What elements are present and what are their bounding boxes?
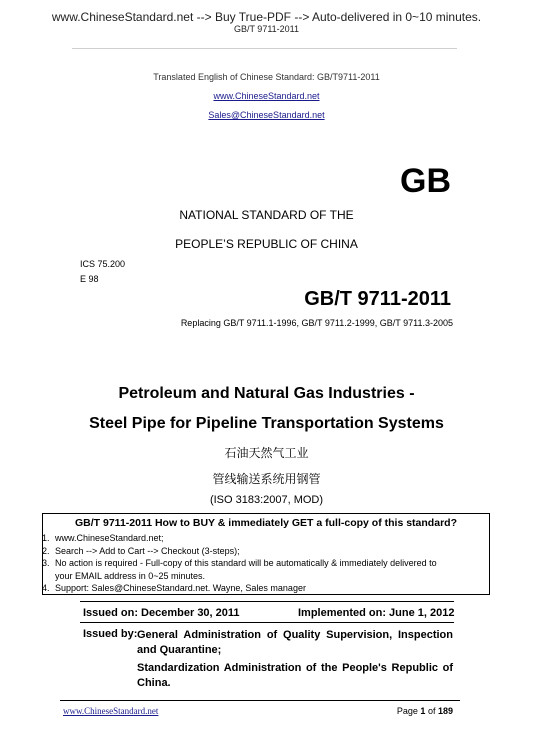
page-current: 1 (420, 706, 426, 716)
page-label: Page (396, 706, 418, 716)
standard-number: GB/T 9711-2011 (304, 288, 451, 310)
gb-logo-mark: GB (400, 162, 451, 200)
chinese-title-line2: 管线输送系统用钢管 (212, 472, 321, 486)
page-of: of (427, 706, 436, 716)
buy-step-text: your EMAIL address in 0~25 minutes. (55, 570, 205, 581)
issuance-divider-top (80, 601, 454, 602)
translation-note: Translated English of Chinese Standard: GB/T9711-2011 (153, 72, 380, 82)
buy-step-number: 1. (42, 533, 50, 543)
issuance-divider-bottom (80, 622, 454, 623)
buy-step (43, 545, 437, 558)
buy-step-text: No action is required - Full-copy of this standard will be automatically & immediately delivered to (55, 558, 437, 568)
issued-by-label: Issued by: (83, 628, 138, 640)
national-standard-line2: PEOPLE’S REPUBLIC OF CHINA (175, 237, 358, 251)
issued-on-date: Issued on: December 30, 2011 (83, 607, 240, 619)
replacing-note: Replacing GB/T 9711.1-1996, GB/T 9711.2-1999, GB/T 9711.3-2005 (180, 318, 453, 328)
document-title-line2: Steel Pipe for Pipeline Transportation Systems (89, 415, 444, 432)
buy-step-text: Support: Sales@ChineseStandard.net. Wayne, Sales manager (55, 583, 306, 593)
issuer-aqsiq: General Administration of Quality Supervision, Inspection and Quarantine; (137, 629, 453, 656)
website-link[interactable]: www.ChineseStandard.net (213, 91, 320, 101)
top-banner[interactable]: www.ChineseStandard.net --> Buy True-PDF --> Auto-delivered in 0~10 minutes. (51, 10, 482, 24)
footer-divider (60, 700, 460, 701)
footer-website-link[interactable]: www.ChineseStandard.net (63, 706, 159, 716)
e-classification: E 98 (80, 274, 99, 284)
iso-reference: (ISO 3183:2007, MOD) (209, 494, 324, 506)
buy-step (43, 582, 437, 595)
buy-step-number: 2. (42, 545, 50, 556)
buy-step (43, 570, 437, 583)
page-total: 189 (437, 706, 453, 716)
issuer-sac: Standardization Administration of the People's Republic of China. (137, 662, 453, 689)
buy-step-number: 3. (42, 558, 50, 568)
buy-step-text[interactable]: www.ChineseStandard.net; (55, 533, 164, 543)
national-standard-line1: NATIONAL STANDARD OF THE (179, 208, 354, 222)
buy-box-heading: GB/T 9711-2011 How to BUY & immediately GET a full-copy of this standard? (75, 517, 457, 529)
buy-step (43, 557, 437, 570)
buy-step-text: Search --> Add to Cart --> Checkout (3-steps); (55, 545, 240, 556)
buy-steps-list (43, 532, 437, 595)
header-divider (72, 48, 457, 49)
header-standard-number: GB/T 9711-2011 (233, 24, 300, 34)
email-link[interactable]: Sales@ChineseStandard.net (208, 110, 325, 120)
chinese-title-line1: 石油天然气工业 (224, 446, 309, 460)
document-title-line1: Petroleum and Natural Gas Industries - (118, 385, 415, 402)
buy-instructions-box (42, 513, 490, 595)
buy-step-number: 4. (42, 583, 50, 593)
ics-code: ICS 75.200 (80, 259, 126, 269)
implemented-on-date: Implemented on: June 1, 2012 (298, 607, 455, 619)
buy-step (43, 532, 437, 545)
page-indicator (397, 706, 453, 716)
